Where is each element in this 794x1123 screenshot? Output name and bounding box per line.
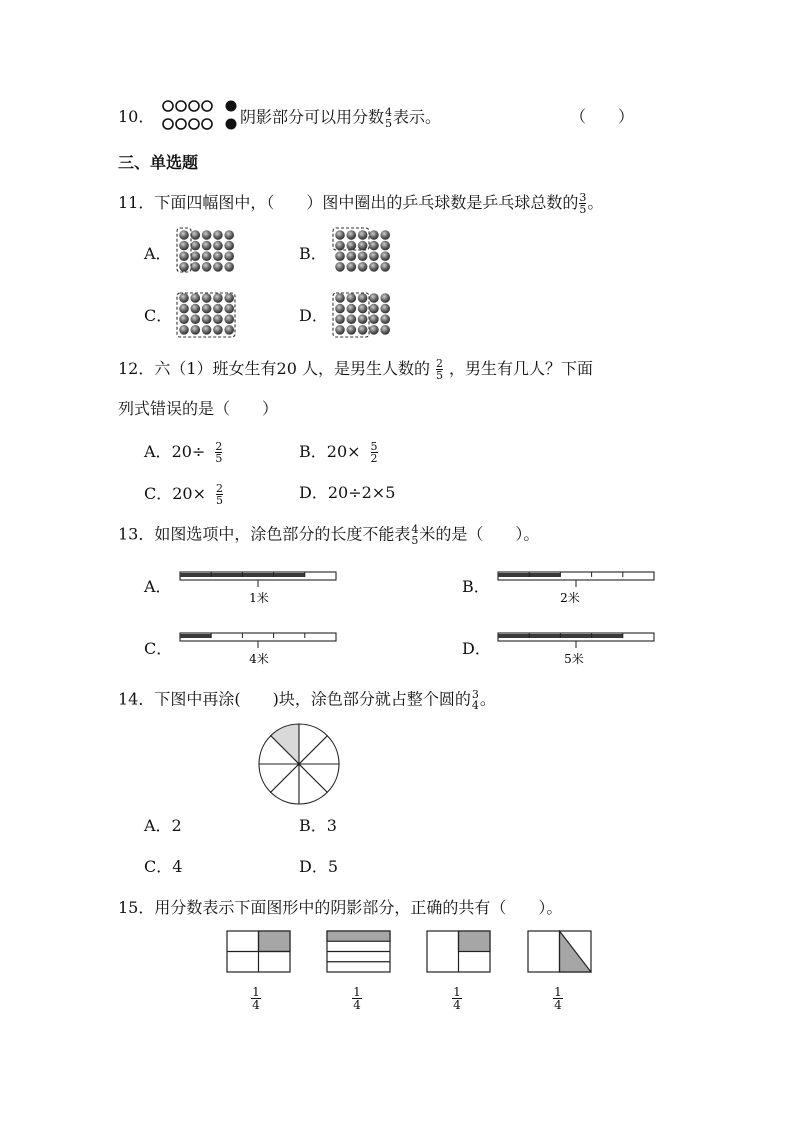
q13-number: 13． [118,524,155,544]
q10-open-circle [163,119,173,129]
ping-pong-ball [202,230,212,240]
ping-pong-ball [213,314,223,324]
ping-pong-ball [213,241,223,251]
q12-opt-a-den: 5 [215,452,223,465]
q11-frac-num: 3 [579,191,587,204]
q13-option-a-ruler [176,566,342,606]
q14-frac-den: 4 [471,699,479,712]
ping-pong-ball [191,230,201,240]
q12-option-b [299,441,379,464]
q11-option-d-label: D． [299,306,328,325]
q10-open-circle [176,101,186,111]
q15-label-3 [452,986,462,1011]
ping-pong-ball [202,304,212,314]
q10-open-circle [176,119,186,129]
q12-opt-d-label: D． [299,483,328,502]
q11-option-a-label: A． [144,244,172,263]
q14-option-b: B．3 [299,816,337,835]
q12-opt-a-expr: 20÷ [171,442,206,461]
ping-pong-ball [347,251,357,261]
ping-pong-ball [191,293,201,303]
q15-fig2-shaded [327,931,390,941]
q15-fig1-shaded [259,931,291,952]
q15-label-4 [553,986,563,1011]
q13-option-a-label: A． [144,577,172,596]
ping-pong-ball [335,230,345,240]
q15-figure-4 [527,930,593,974]
ping-pong-ball [213,325,223,335]
ping-pong-ball [224,230,234,240]
q12-frac-num: 2 [436,357,444,370]
q12-option-d [299,483,395,503]
ping-pong-ball [335,293,345,303]
ping-pong-ball [335,251,345,261]
ping-pong-ball [358,325,368,335]
ping-pong-ball [179,293,189,303]
q15-figure-3 [426,930,492,974]
ping-pong-ball [213,230,223,240]
ping-pong-ball [191,325,201,335]
q14-question [118,689,496,711]
q10-frac-den: 5 [385,117,393,130]
q10-open-circle [202,101,212,111]
ping-pong-ball [369,314,379,324]
q10-answer-paren: （ ） [570,107,635,126]
q13-option-d-caption: 5米 [564,652,584,666]
q12-opt-b-label: B． [299,442,327,461]
ping-pong-ball [179,325,189,335]
ping-pong-ball [191,241,201,251]
q12-text-after: ，男生有几人？下面 [449,359,594,378]
q10-open-circle [163,101,173,111]
ping-pong-ball [179,314,189,324]
ping-pong-ball [380,262,390,272]
q13-option-b-ruler [494,566,660,606]
q10-circles-figure [160,98,242,134]
ping-pong-ball [335,304,345,314]
q11-question [118,192,603,215]
ping-pong-ball [347,262,357,272]
q12-opt-c-label: C． [144,484,173,503]
q14-fraction [472,689,479,711]
ping-pong-ball [347,304,357,314]
q12-opt-c-num: 2 [216,482,224,495]
ping-pong-ball [369,325,379,335]
q13-option-b-label: B． [462,577,490,596]
ping-pong-ball [347,241,357,251]
q11-option-b-label: B． [299,244,327,263]
ruler-shaded [180,634,211,638]
q12-opt-b-expr: 20× [326,442,361,461]
q11-text-before: 下面四幅图中，（ ）图中圈出的乒乓球数是乒乓球总数的 [154,193,579,212]
ping-pong-ball [380,230,390,240]
q12-opt-a-num: 2 [215,440,223,453]
q15-label-1-num: 1 [252,985,260,999]
ping-pong-ball [335,262,345,272]
q10-text-after: 表示。 [393,107,442,127]
ping-pong-ball [369,230,379,240]
q12-opt-a-fraction [215,441,222,464]
q13-option-d-ruler [494,627,660,667]
ping-pong-ball [358,293,368,303]
q12-opt-c-expr: 20× [172,484,207,503]
q15-label-2-den: 4 [353,998,361,1012]
q11-option-b-balls [331,227,395,275]
ping-pong-ball [224,293,234,303]
ping-pong-ball [213,251,223,261]
q13-option-b-caption: 2米 [560,591,580,605]
q15-label-4-den: 4 [554,998,562,1012]
q13-option-d-label: D． [462,639,491,658]
q14-circle-figure [256,721,342,807]
q12-fraction [436,358,443,381]
ping-pong-ball [335,241,345,251]
q15-figure-2 [326,930,392,974]
ping-pong-ball [213,262,223,272]
ping-pong-ball [224,262,234,272]
ping-pong-ball [179,262,189,272]
q13-option-a-caption: 1米 [249,591,269,605]
q10-open-circle [202,119,212,129]
q12-opt-d-expr: 20÷2×5 [327,483,396,502]
ping-pong-ball [369,251,379,261]
q15-label-1-den: 4 [252,998,260,1012]
ping-pong-ball [369,262,379,272]
ping-pong-ball [179,304,189,314]
q14-text-before: 下图中再涂( )块，涂色部分就占整个圆的 [154,689,471,709]
ping-pong-ball [191,314,201,324]
q12-line2: 列式错误的是（ ） [118,399,279,418]
ping-pong-ball [202,293,212,303]
q15-label-3-den: 4 [453,998,461,1012]
q10-open-circle [189,101,199,111]
q12-opt-c-fraction [216,483,223,506]
ping-pong-ball [380,251,390,261]
ping-pong-ball [347,325,357,335]
ping-pong-ball [335,314,345,324]
q14-number: 14． [118,689,155,709]
ping-pong-ball [191,262,201,272]
ping-pong-ball [191,304,201,314]
ping-pong-ball [380,325,390,335]
q13-option-c-ruler [176,627,342,667]
q12-opt-b-fraction [371,441,378,464]
ping-pong-ball [358,314,368,324]
q14-option-d: D．5 [299,857,339,876]
q15-label-3-num: 1 [453,985,461,999]
q15-label-4-num: 1 [554,985,562,999]
ping-pong-ball [202,251,212,261]
q12-opt-c-den: 5 [216,494,224,507]
q10-text-before: 阴影部分可以用分数 [240,107,385,127]
ping-pong-ball [179,230,189,240]
ping-pong-ball [224,304,234,314]
q12-frac-den: 5 [436,369,444,382]
ping-pong-ball [224,314,234,324]
ping-pong-ball [213,293,223,303]
q10-filled-circle [226,119,237,130]
section-title: 三、单选题 [118,153,199,172]
q15-text: 用分数表示下面图形中的阴影部分，正确的共有（ ）。 [154,898,563,917]
ping-pong-ball [347,230,357,240]
ping-pong-ball [202,241,212,251]
q15-number: 15． [118,898,155,917]
q15-figure-1 [226,930,292,974]
q10-text [240,107,441,129]
q15-label-1 [251,986,261,1011]
ping-pong-ball [335,325,345,335]
q10-number: 10． [118,107,155,126]
q12-option-c [144,483,224,506]
ping-pong-ball [179,241,189,251]
ping-pong-ball [369,293,379,303]
q13-question [118,524,539,546]
ping-pong-ball [347,293,357,303]
q10-fraction [385,107,392,129]
q11-frac-den: 5 [579,203,587,216]
ping-pong-ball [202,262,212,272]
ping-pong-ball [380,304,390,314]
q11-option-c-label: C． [144,306,173,325]
ping-pong-ball [358,241,368,251]
q13-option-c-label: C． [144,639,173,658]
q10-open-circle [189,119,199,129]
q11-text-after: 。 [587,193,604,212]
ping-pong-ball [380,314,390,324]
q10-filled-circle [226,101,237,112]
ping-pong-ball [358,304,368,314]
q11-fraction [579,192,586,215]
ping-pong-ball [191,251,201,261]
ping-pong-ball [213,304,223,314]
q10-line [118,107,154,127]
q11-option-c-balls [175,290,239,338]
q13-option-c-caption: 4米 [249,652,269,666]
ping-pong-ball [369,241,379,251]
q15-question [118,898,562,918]
ping-pong-ball [380,241,390,251]
q14-option-c: C．4 [144,857,183,876]
q14-option-a: A．2 [144,816,182,835]
q12-number: 12． [118,359,155,378]
q11-option-d-balls [331,290,395,338]
q13-frac-num: 4 [411,523,419,536]
ping-pong-ball [179,251,189,261]
ping-pong-ball [369,304,379,314]
q12-option-a [144,441,223,464]
q15-fig3-shaded [459,931,491,952]
ping-pong-ball [358,230,368,240]
q14-text-after: 。 [479,689,496,709]
ping-pong-ball [347,314,357,324]
q15-label-2-num: 1 [353,985,361,999]
q13-text-after: 米的是（ ）。 [419,524,540,544]
q12-opt-a-label: A． [144,442,172,461]
q11-option-a-balls [175,227,239,275]
q13-fraction [411,524,418,546]
ping-pong-ball [358,262,368,272]
ping-pong-ball [202,325,212,335]
ping-pong-ball [224,241,234,251]
q11-number: 11． [118,193,155,212]
ping-pong-ball [202,314,212,324]
ping-pong-ball [224,325,234,335]
q10-frac-num: 4 [385,106,393,119]
q13-frac-den: 5 [411,534,419,547]
ping-pong-ball [224,251,234,261]
q14-frac-num: 3 [471,688,479,701]
q12-opt-b-den: 2 [370,452,378,465]
q13-text-before: 如图选项中，涂色部分的长度不能表 [154,524,411,544]
q12-opt-b-num: 5 [370,440,378,453]
q15-label-2 [352,986,362,1011]
ping-pong-ball [380,293,390,303]
q12-text-before: 六（1）班女生有20 人，是男生人数的 [154,359,431,378]
ping-pong-ball [358,251,368,261]
q12-question [118,358,593,381]
